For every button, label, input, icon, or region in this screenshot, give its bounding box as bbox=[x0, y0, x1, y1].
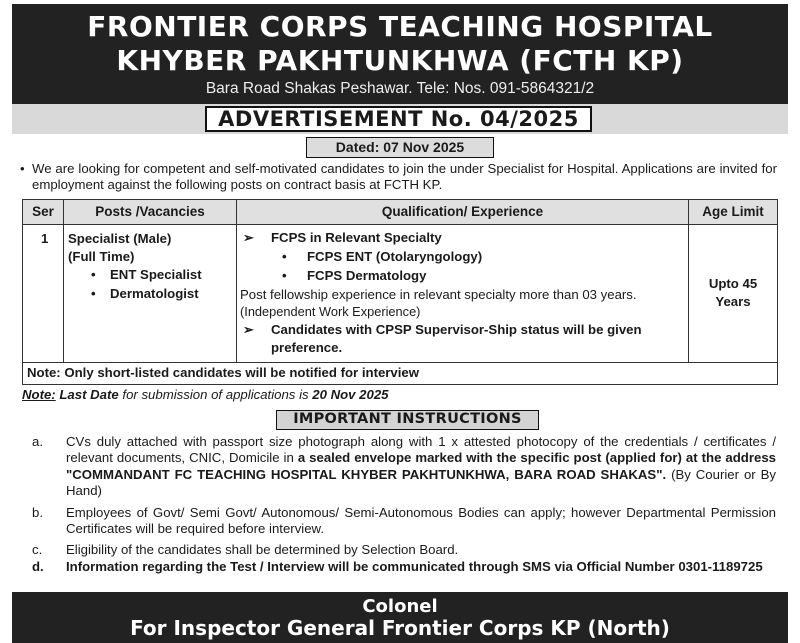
last-date-text: for submission of applications is bbox=[118, 387, 313, 402]
post-title: Specialist (Male) bbox=[68, 231, 172, 246]
table-divider bbox=[23, 224, 777, 225]
hospital-address: Bara Road Shakas Peshawar. Tele: Nos. 091-5864321/2 bbox=[205, 80, 595, 97]
instruction-d: Information regarding the Test / Interview will be communicated through SMS via Official Number 0301-1189725 bbox=[66, 559, 763, 574]
post-type: (Full Time) bbox=[68, 249, 135, 264]
signatory-rank: Colonel bbox=[362, 596, 438, 617]
last-date-note bbox=[22, 387, 389, 402]
last-date-lead: Last Date bbox=[59, 387, 119, 402]
intro-paragraph bbox=[20, 161, 777, 193]
signatory-designation: For Inspector General Frontier Corps KP (North) bbox=[130, 616, 670, 640]
instruction-a-text: CVs duly attached with passport size photograph along with 1 x attested photocopy of the credentials / certificates / relevant documents, CNIC, Domicile in bbox=[66, 434, 776, 466]
bullet-icon: • bbox=[20, 161, 25, 176]
shortlist-note: Note: Only short-listed candidates will be notified for interview bbox=[27, 365, 420, 380]
qual-heading: FCPS in Relevant Specialty bbox=[271, 230, 442, 245]
header-age: Age Limit bbox=[689, 200, 777, 224]
qual-bullet-icon: • bbox=[282, 268, 287, 283]
hospital-title-line1: FRONTIER CORPS TEACHING HOSPITAL bbox=[87, 10, 713, 43]
table-divider bbox=[63, 200, 64, 362]
qual-bullet-icon: • bbox=[282, 249, 287, 264]
row-ser: 1 bbox=[41, 231, 49, 246]
cpsp-line1: Candidates with CPSP Supervisor-Ship status will be given bbox=[271, 322, 642, 337]
instruction-a-bold: a sealed envelope marked with the specific post (applied for) at the address "COMMANDANT FC TEACHING HOSPITAL KHYBER PAKHTUNKHWA, BARA ROAD SHAKAS". bbox=[66, 450, 776, 482]
post-item: Dermatologist bbox=[110, 286, 199, 301]
note-label: Note: bbox=[22, 387, 56, 402]
qual-item: FCPS ENT (Otolaryngology) bbox=[307, 249, 483, 264]
last-date-value: 20 Nov 2025 bbox=[312, 387, 389, 402]
arrow-icon: ➢ bbox=[243, 322, 255, 337]
qual-item: FCPS Dermatology bbox=[307, 268, 427, 283]
signature-banner bbox=[12, 592, 788, 643]
instruction-marker: b. bbox=[32, 505, 43, 520]
header-qualification: Qualification/ Experience bbox=[237, 200, 688, 224]
header-ser: Ser bbox=[23, 200, 63, 224]
table-divider bbox=[23, 362, 777, 363]
age-limit-line1: Upto 45 bbox=[708, 276, 758, 291]
advertisement-title: ADVERTISEMENT No. 04/2025 bbox=[205, 106, 592, 132]
header-posts: Posts /Vacancies bbox=[64, 200, 236, 224]
post-bullet-icon: • bbox=[91, 286, 96, 301]
experience-line1: Post fellowship experience in relevant specialty more than 03 years. bbox=[240, 287, 637, 302]
age-limit-line2: Years bbox=[715, 294, 751, 309]
cpsp-line2: preference. bbox=[271, 340, 343, 355]
post-item: ENT Specialist bbox=[110, 267, 202, 282]
instruction-marker: a. bbox=[32, 434, 43, 449]
instruction-a-tail: (By Courier or By Hand) bbox=[66, 466, 776, 499]
instruction-b: Employees of Govt/ Semi Govt/ Autonomous/ Semi-Autonomous Bodies can apply; however Departmental Permission Certificates will be required before interview. bbox=[66, 505, 776, 537]
post-bullet-icon: • bbox=[91, 267, 96, 282]
arrow-icon: ➢ bbox=[243, 230, 255, 245]
instruction-c: Eligibility of the candidates shall be determined by Selection Board. bbox=[66, 542, 459, 557]
instruction-a bbox=[66, 434, 776, 500]
intro-text: We are looking for competent and self-motivated candidates to join the under Specialist for Hospital. Applications are invited for employment against the following posts on contract basis at FCTH KP. bbox=[32, 161, 777, 192]
advertisement-date: Dated: 07 Nov 2025 bbox=[306, 137, 494, 158]
instructions-title: IMPORTANT INSTRUCTIONS bbox=[276, 410, 539, 430]
experience-line2: (Independent Work Experience) bbox=[240, 304, 421, 319]
vacancy-table bbox=[22, 199, 778, 385]
table-divider bbox=[236, 200, 237, 362]
instruction-marker: c. bbox=[32, 542, 43, 557]
hospital-title-line2: KHYBER PAKHTUNKHWA (FCTH KP) bbox=[116, 44, 684, 77]
header-banner bbox=[12, 4, 788, 104]
instruction-marker: d. bbox=[32, 559, 44, 574]
